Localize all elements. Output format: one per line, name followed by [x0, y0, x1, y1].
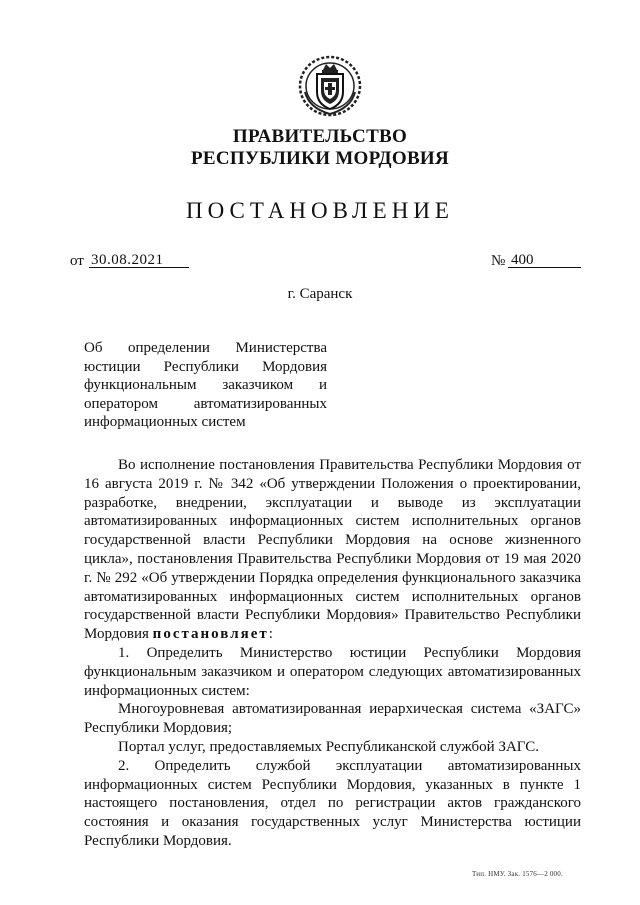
- preamble-text: Во исполнение постановления Правительства Республики Мордовия от 16 августа 2019 г. № 342 «Об утверждении Положения о проектировании, разработке, внедрении, эксплуатации и выводе из эксплуатации автоматизированных информационных систем исполнительных органов государственной власти Республики Мордовия на основе жизненного цикла», постановления Правительства Республики Мордовия от 19 мая 2020 г. № 292 «Об утверждении Порядка определения функционального заказчика автоматизированных информационных систем исполнительных органов государственной власти Республики Мордовия» Правительство Республики Мордовия: [84, 457, 581, 643]
- preamble-colon: :: [268, 626, 273, 643]
- date-value: 30.08.2021: [89, 253, 189, 268]
- resolves-word: постановляет: [152, 626, 269, 643]
- coat-of-arms-icon: [295, 52, 365, 118]
- document-type-title: ПОСТАНОВЛЕНИЕ: [186, 198, 454, 223]
- document-body: [84, 456, 581, 851]
- print-info-footer: Тип. НМУ. Зак. 1576—2 000.: [472, 870, 563, 878]
- body-paragraph-preamble: [84, 456, 581, 644]
- government-name-line2: РЕСПУБЛИКИ МОРДОВИЯ: [190, 148, 450, 169]
- body-paragraph-item2: 2. Определить службой эксплуатации автоматизированных информационных систем Республики Мордовия, указанных в пункте 1 настоящего постановления, отдел по регистрации актов гражданского состояния и оказания государственных услуг Министерства юстиции Республики Мордовия.: [84, 757, 581, 849]
- body-paragraph-system1: Многоуровневая автоматизированная иерархическая система «ЗАГС» Республики Мордовия;: [84, 701, 581, 737]
- number-value: 400: [508, 253, 581, 268]
- date-label: от: [70, 253, 84, 269]
- number-label: №: [491, 253, 506, 269]
- body-paragraph-item1: 1. Определить Министерство юстиции Республики Мордовия функциональным заказчиком и оператором следующих автоматизированных информационных систем:: [84, 644, 581, 699]
- city-name: г. Саранск: [287, 286, 353, 302]
- body-paragraph-system2: Портал услуг, предоставляемых Республиканской службой ЗАГС.: [118, 738, 540, 755]
- document-subject: Об определении Министерства юстиции Республики Мордовия функциональным заказчиком и оператором автоматизированных информационных систем: [84, 340, 327, 430]
- government-name-line1: ПРАВИТЕЛЬСТВО: [232, 126, 408, 147]
